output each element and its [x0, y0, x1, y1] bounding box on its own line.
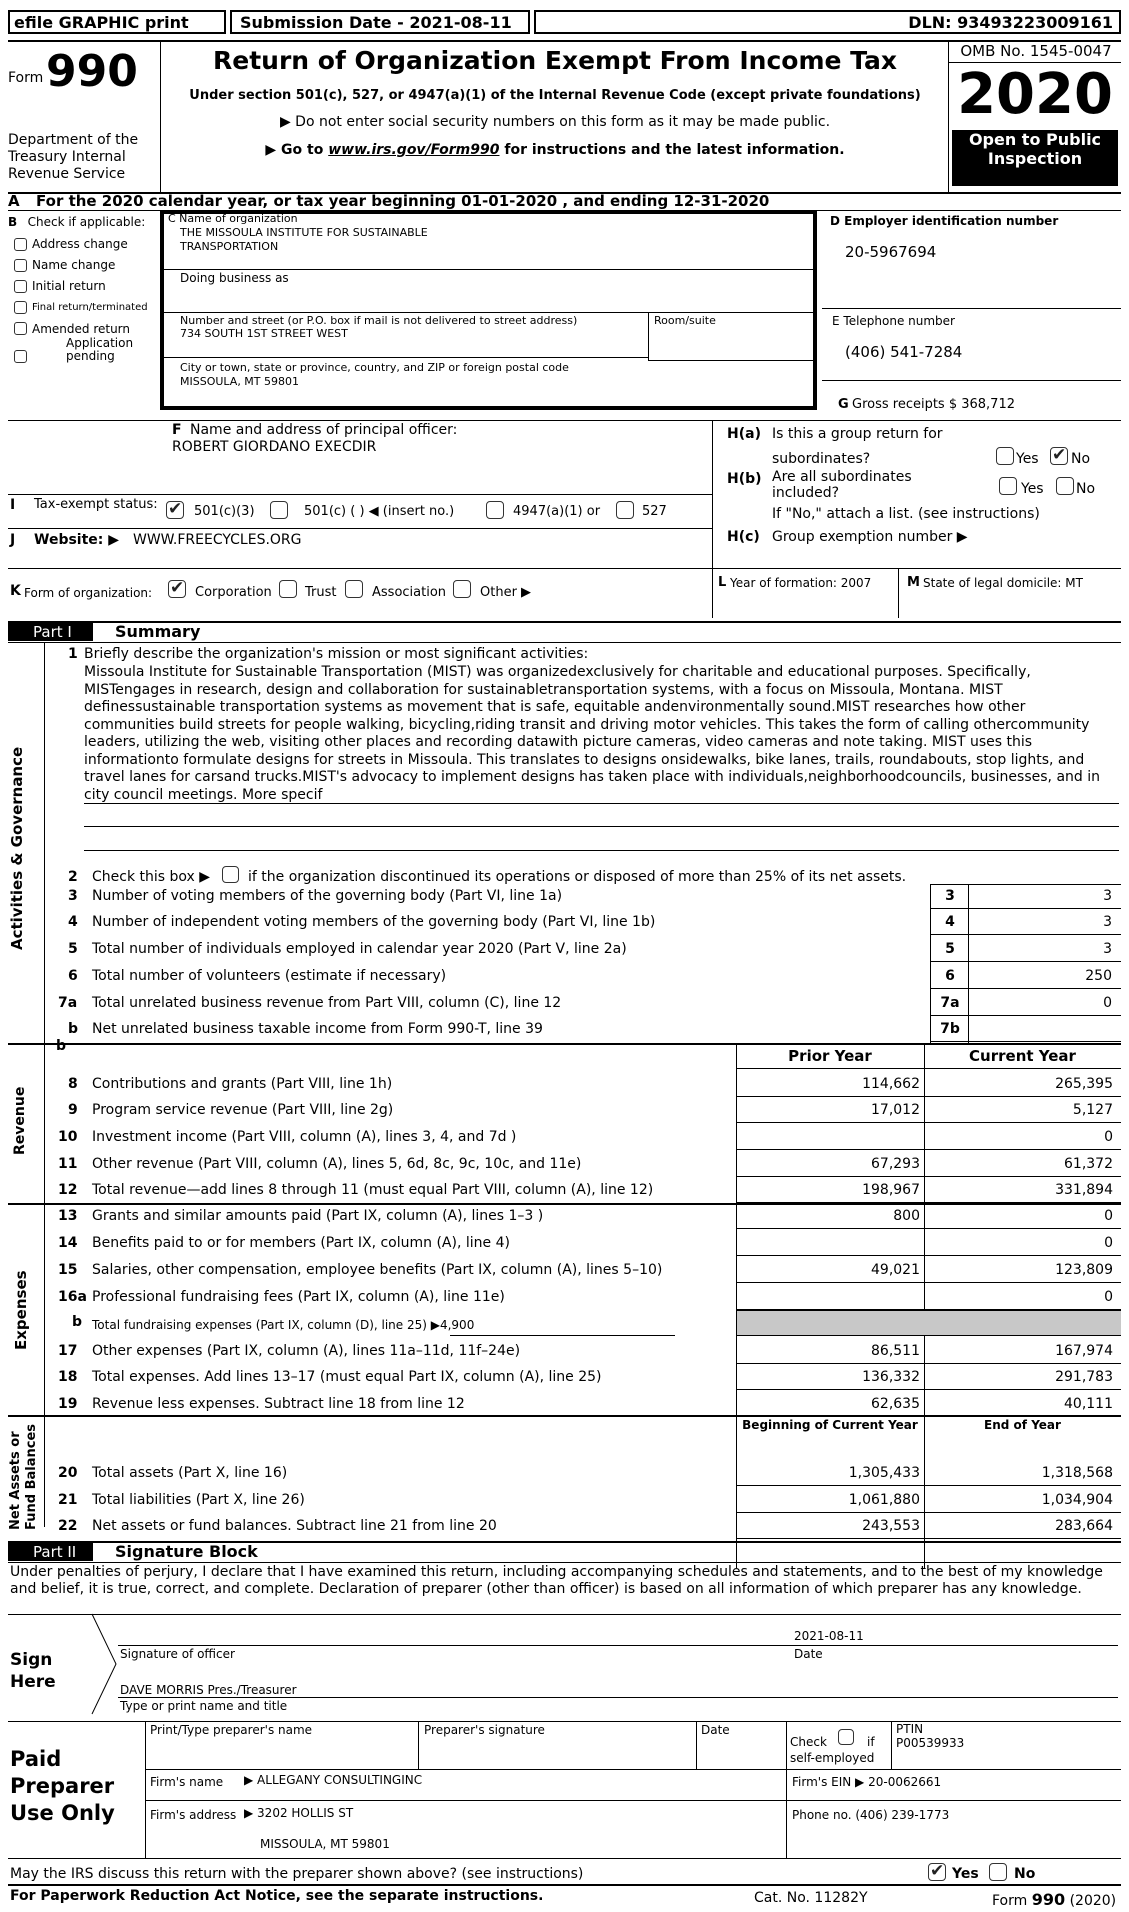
tax-year: 2020	[957, 62, 1113, 127]
paid-word: Paid	[10, 1747, 62, 1771]
paid-preparer-label	[10, 1746, 115, 1827]
gov-line-num: 4	[68, 914, 78, 930]
trust-label: Trust	[305, 585, 337, 600]
net-asset-line-text: Total liabilities (Part X, line 26)	[92, 1492, 305, 1508]
ha-text1: Is this a group return for	[772, 426, 943, 442]
expense-line-current: 123,809	[1055, 1262, 1113, 1278]
association-label: Association	[372, 585, 447, 600]
revenue-line-rule	[736, 1122, 1121, 1123]
org-name-label: C Name of organization	[168, 212, 298, 225]
street-value: 734 SOUTH 1ST STREET WEST	[180, 327, 348, 340]
ein-value: 20-5967694	[845, 243, 937, 261]
revenue-line-num: 8	[68, 1076, 78, 1092]
here-label: Here	[10, 1672, 56, 1692]
net-asset-line-prior: 1,061,880	[848, 1492, 920, 1508]
side-net-assets	[8, 1424, 40, 1530]
j-label: J	[10, 532, 16, 548]
gov-line-num: 3	[68, 888, 78, 904]
expense-line-text: Benefits paid to or for members (Part IX, column (A), line 4)	[92, 1235, 510, 1251]
preparer-phone: Phone no. (406) 239-1773	[792, 1808, 950, 1822]
room-suite-label: Room/suite	[654, 314, 716, 327]
sign-label: Sign	[10, 1650, 53, 1670]
ha-no-label: No	[1071, 451, 1091, 467]
officer-letter: F	[172, 422, 182, 438]
ha-text2: subordinates?	[772, 451, 871, 467]
efile-label: efile GRAPHIC print	[8, 10, 226, 34]
city-value: MISSOULA, MT 59801	[180, 375, 300, 388]
gov-line-num: 6	[68, 968, 78, 984]
city-label: City or town, state or province, country, and ZIP or foreign postal code	[180, 361, 569, 374]
revenue-line-current: 61,372	[1064, 1156, 1113, 1172]
gov-line-box: 6	[945, 968, 955, 984]
officer-name: ROBERT GIORDANO EXECDIR	[172, 439, 377, 455]
ptin-value: P00539933	[896, 1736, 965, 1750]
notice-post: for instructions and the latest information.	[499, 142, 845, 158]
discuss-yes-label: Yes	[952, 1866, 979, 1882]
officer-printed-name: DAVE MORRIS Pres./Treasurer	[120, 1683, 297, 1697]
revenue-line-current: 5,127	[1072, 1102, 1113, 1118]
line1-num: 1	[68, 646, 78, 662]
side-activities-governance: Activities & Governance	[8, 746, 26, 950]
signature-date: 2021-08-11	[794, 1629, 864, 1643]
final-return-checkbox[interactable]	[14, 301, 27, 314]
revenue-line-text: Investment income (Part VIII, column (A), lines 3, 4, and 7d )	[92, 1129, 517, 1145]
gov-line-rule	[930, 908, 1121, 909]
expense-line-text: Salaries, other compensation, employee benefits (Part IX, column (A), lines 5–10)	[92, 1262, 663, 1278]
net-asset-line-current: 1,034,904	[1041, 1492, 1113, 1508]
discontinued-checkbox[interactable]	[222, 866, 239, 883]
revenue-line-prior: 114,662	[862, 1076, 920, 1092]
expense-line-prior: 136,332	[862, 1369, 920, 1385]
preparer-word: Preparer	[10, 1774, 115, 1798]
expense-line-text: Professional fundraising fees (Part IX, column (A), line 11e)	[92, 1289, 505, 1305]
expense-line-prior: 86,511	[871, 1343, 920, 1359]
hb-text2: included?	[772, 485, 840, 501]
website-label: Website: ▶	[34, 532, 120, 548]
i-label: I	[10, 497, 16, 513]
gov-line-text: Number of independent voting members of the governing body (Part VI, line 1b)	[92, 914, 656, 930]
net-asset-line-num: 21	[58, 1492, 78, 1508]
revenue-line-num: 9	[68, 1102, 78, 1118]
part1-title: Summary	[115, 622, 201, 641]
gov-line-box: 7b	[940, 1021, 960, 1037]
revenue-line-rule	[736, 1096, 1121, 1097]
expense-line-text: Grants and similar amounts paid (Part IX, column (A), lines 1–3 )	[92, 1208, 544, 1224]
irs-form-link[interactable]: www.irs.gov/Form990	[328, 142, 500, 158]
hc-text: Group exemption number ▶	[772, 529, 968, 545]
use-only-word: Use Only	[10, 1801, 115, 1825]
prep-date-label: Date	[701, 1723, 730, 1737]
footer-form-label	[992, 1890, 1116, 1909]
gov-line-rule	[930, 988, 1121, 989]
footer-form-number: 990	[1031, 1890, 1066, 1909]
corporation-label: Corporation	[195, 585, 272, 600]
revenue-line-prior: 67,293	[871, 1156, 920, 1172]
gov-line-text: Number of voting members of the governing body (Part VI, line 1a)	[92, 888, 563, 904]
expense-line-num: 17	[58, 1343, 78, 1359]
gov-line-value: 3	[1103, 941, 1112, 957]
gov-line-value: 250	[1085, 968, 1112, 984]
revenue-line-prior: 17,012	[871, 1102, 920, 1118]
footer-form-word: Form	[992, 1893, 1028, 1909]
col-prior-year: Prior Year	[788, 1047, 872, 1065]
501c3-checkbox[interactable]	[166, 501, 184, 519]
net-asset-line-rule	[736, 1538, 1121, 1539]
expense-line-rule	[736, 1282, 1121, 1283]
ptin-label: PTIN	[896, 1722, 924, 1736]
initial-return-checkbox[interactable]	[14, 280, 27, 293]
527-checkbox[interactable]	[616, 501, 634, 519]
hb-no-checkbox[interactable]	[1056, 477, 1074, 495]
form-title: Return of Organization Exempt From Income Tax	[213, 46, 897, 75]
part2-title: Signature Block	[115, 1542, 258, 1561]
expense-line-num: 14	[58, 1235, 78, 1251]
paperwork-notice: For Paperwork Reduction Act Notice, see the separate instructions.	[10, 1888, 544, 1904]
gov-line-box: 7a	[940, 995, 960, 1011]
part2-tag: Part II	[8, 1543, 93, 1561]
amended-return-checkbox[interactable]	[14, 322, 27, 335]
other-label: Other ▶	[480, 585, 532, 600]
line7b-letter: b	[56, 1038, 67, 1054]
gov-line-text: Total unrelated business revenue from Part VIII, column (C), line 12	[92, 995, 562, 1011]
address-change-checkbox[interactable]	[14, 238, 27, 251]
gov-line-num: b	[68, 1021, 79, 1037]
part1-tag: Part I	[8, 623, 93, 641]
form-word: Form	[8, 70, 44, 86]
firm-address-line1: ▶ 3202 HOLLIS ST	[244, 1806, 354, 1820]
irs-link-notice	[165, 142, 945, 158]
revenue-line-rule	[736, 1176, 1121, 1177]
dln: DLN: 93493223009161	[534, 10, 1121, 34]
501c-checkbox[interactable]	[270, 501, 288, 519]
signature-date-label: Date	[794, 1647, 823, 1661]
street-label: Number and street (or P.O. box if mail is not delivered to street address)	[180, 314, 578, 327]
submission-date: Submission Date - 2021-08-11	[230, 10, 530, 34]
501c-label: 501(c) ( ) ◀ (insert no.)	[304, 504, 455, 519]
line2-text-b: if the organization discontinued its operations or disposed of more than 25% of its net assets.	[248, 869, 907, 885]
net-asset-line-rule	[736, 1512, 1121, 1513]
gov-line-num: 7a	[58, 995, 78, 1011]
org-name-line1: THE MISSOULA INSTITUTE FOR SUSTAINABLE	[180, 226, 428, 239]
expense-line-current: 40,111	[1064, 1396, 1113, 1412]
revenue-line-current: 265,395	[1055, 1076, 1113, 1092]
amended-return-label: Amended return	[32, 322, 131, 336]
expense-line-text: Total expenses. Add lines 13–17 (must equal Part IX, column (A), line 25)	[92, 1369, 602, 1385]
form-of-org-label: Form of organization:	[24, 586, 153, 600]
net-asset-line-current: 283,664	[1055, 1518, 1113, 1534]
type-name-label: Type or print name and title	[120, 1699, 288, 1713]
line16b-num: b	[72, 1314, 83, 1330]
col-current-year: Current Year	[969, 1047, 1076, 1065]
gov-line-value: 3	[1103, 914, 1112, 930]
ein-label: D Employer identification number	[830, 214, 1059, 228]
gov-line-text: Total number of individuals employed in calendar year 2020 (Part V, line 2a)	[92, 941, 627, 957]
line1-text: Briefly describe the organization's mission or most significant activities:	[84, 646, 589, 662]
expense-line-prior: 800	[893, 1208, 920, 1224]
line-a-letter: A	[8, 192, 20, 210]
gov-line-rule	[930, 1015, 1121, 1016]
line2-text-a: Check this box ▶	[92, 869, 211, 885]
hb-text1: Are all subordinates	[772, 469, 912, 485]
firm-ein: Firm's EIN ▶ 20-0062661	[792, 1775, 942, 1789]
gov-top-rule	[930, 884, 1121, 885]
revenue-line-current: 0	[1104, 1129, 1113, 1145]
col-end-year: End of Year	[984, 1418, 1061, 1432]
perjury-statement: Under penalties of perjury, I declare that I have examined this return, including accompanying schedules and statements, and to the best of my knowledge and belief, it is true, correct, and complete. Declaration of preparer (other than officer) is based on all information of which preparer has any knowledge.	[10, 1564, 1103, 1597]
gov-line-value: 0	[1103, 995, 1112, 1011]
527-label: 527	[642, 504, 667, 519]
year-of-formation: Year of formation: 2007	[730, 576, 872, 590]
revenue-line-num: 11	[58, 1156, 78, 1172]
expense-line-num: 16a	[58, 1289, 87, 1305]
gov-line-box: 4	[945, 914, 955, 930]
expense-line-prior: 62,635	[871, 1396, 920, 1412]
gov-box-divider	[968, 884, 969, 1043]
revenue-line-text: Program service revenue (Part VIII, line 2g)	[92, 1102, 394, 1118]
m-label: M	[907, 575, 920, 590]
top-bar	[8, 10, 1121, 36]
notice-pre: ▶ Go to	[265, 142, 329, 158]
department-label: Department of the Treasury Internal Revenue Service	[8, 132, 139, 182]
initial-return-label: Initial return	[32, 279, 106, 293]
net-asset-line-prior: 1,305,433	[848, 1465, 920, 1481]
section-b-label: B	[8, 215, 18, 229]
firm-name-label: Firm's name	[150, 1775, 224, 1789]
expense-line-current: 0	[1104, 1208, 1113, 1224]
check-word: Check	[790, 1735, 827, 1749]
gov-line-box: 3	[945, 888, 955, 904]
gov-line-rule	[930, 1041, 1121, 1042]
firm-address-label: Firm's address	[150, 1808, 237, 1822]
expense-line-current: 167,974	[1055, 1343, 1113, 1359]
discuss-yes-checkbox[interactable]	[928, 1863, 946, 1881]
address-change-label: Address change	[32, 237, 128, 251]
revenue-line-text: Contributions and grants (Part VIII, line 1h)	[92, 1076, 393, 1092]
4947-label: 4947(a)(1) or	[513, 504, 601, 519]
gov-line-text: Net unrelated business taxable income from Form 990-T, line 39	[92, 1021, 543, 1037]
revenue-line-num: 12	[58, 1182, 78, 1198]
revenue-line-rule	[736, 1149, 1121, 1150]
ha-yes-label: Yes	[1016, 451, 1039, 467]
line2-num: 2	[68, 869, 78, 885]
expense-line-rule	[736, 1228, 1121, 1229]
hb-no-label: No	[1076, 481, 1096, 497]
footer-form-year: (2020)	[1069, 1893, 1117, 1909]
ssn-notice: ▶ Do not enter social security numbers on this form as it may be made public.	[279, 114, 831, 130]
net-asset-line-prior: 243,553	[862, 1518, 920, 1534]
association-checkbox[interactable]	[345, 580, 363, 598]
line16b-shaded	[737, 1310, 1121, 1335]
line16b-text: Total fundraising expenses (Part IX, column (D), line 25) ▶4,900	[92, 1318, 475, 1332]
k-label: K	[10, 583, 21, 599]
tax-year-period: For the 2020 calendar year, or tax year beginning 01-01-2020 , and ending 12-31-2020	[36, 192, 770, 210]
expense-line-num: 18	[58, 1369, 78, 1385]
hb-note: If "No," attach a list. (see instructions)	[772, 506, 1040, 522]
expense-line-current: 291,783	[1055, 1369, 1113, 1385]
net-asset-line-rule	[736, 1485, 1121, 1486]
check-applicable-title: Check if applicable:	[27, 215, 146, 229]
gross-receipts-letter: G	[838, 397, 849, 412]
mission-statement: Missoula Institute for Sustainable Transportation (MIST) was organizedexclusively for charitable and educational purposes. Specifically, MISTengages in research, design and collaboration for sustainabletransportation systems, with a focus on Missoula, Montana. MIST definessustainable transportation systems as movement that is safe, equitable andenvironmentally sound.MIST researches how other communities build streets for people walking, bicycling,riding transit and driving motor vehicles. This takes the form of calling othercommunity leaders, utilizing the web, visiting other places and recording datawith picture cameras, video cameras and note taking. MIST uses this informationto formulate designs for streets in Missoula. This translates to designs onsidewalks, bike lanes, trails, roundabouts, stop lights, and travel lanes for carsand trucks.MIST's advocacy to implement designs has taken place with individuals,neighborhoodcouncils, businesses, and in city council meetings. More specif	[84, 664, 1100, 803]
form-number: 990	[46, 46, 138, 97]
net-asset-line-current: 1,318,568	[1041, 1465, 1113, 1481]
expense-line-current: 0	[1104, 1289, 1113, 1305]
side-net-2: Fund Balances	[24, 1424, 39, 1530]
revenue-line-text: Total revenue—add lines 8 through 11 (must equal Part VIII, column (A), line 12)	[92, 1182, 654, 1198]
net-asset-line-text: Net assets or fund balances. Subtract line 21 from line 20	[92, 1518, 497, 1534]
hb-yes-label: Yes	[1021, 481, 1044, 497]
gov-line-value: 3	[1103, 888, 1112, 904]
revenue-line-current: 331,894	[1055, 1182, 1113, 1198]
tax-exempt-label: Tax-exempt status:	[34, 497, 158, 512]
revenue-line-num: 10	[58, 1129, 78, 1145]
firm-address-line2: MISSOULA, MT 59801	[260, 1837, 390, 1851]
form-subtitle: Under section 501(c), 527, or 4947(a)(1) of the Internal Revenue Code (except private foundations)	[189, 88, 921, 103]
gov-line-rule	[930, 934, 1121, 935]
col-begin-year: Beginning of Current Year	[742, 1418, 918, 1432]
expense-line-prior: 49,021	[871, 1262, 920, 1278]
side-net-1: Net Assets or	[8, 1431, 23, 1530]
gov-box-divider-left	[930, 884, 931, 1043]
expense-line-rule	[736, 1255, 1121, 1256]
self-employed-checkbox[interactable]	[838, 1729, 854, 1745]
check-applicable-section	[8, 214, 158, 230]
sign-here-arrow	[90, 1612, 120, 1716]
discuss-no-label: No	[1014, 1866, 1036, 1882]
final-return-label: Final return/terminated	[32, 302, 148, 313]
net-asset-line-text: Total assets (Part X, line 16)	[92, 1465, 288, 1481]
expense-line-text: Revenue less expenses. Subtract line 18 from line 12	[92, 1396, 465, 1412]
if-word: if	[867, 1735, 875, 1749]
gov-line-num: 5	[68, 941, 78, 957]
expense-line-text: Other expenses (Part IX, column (A), lines 11a–11d, 11f–24e)	[92, 1343, 521, 1359]
signature-officer-label: Signature of officer	[120, 1647, 235, 1661]
catalog-number: Cat. No. 11282Y	[754, 1890, 868, 1906]
net-asset-line-num: 22	[58, 1518, 78, 1534]
gov-line-text: Total number of volunteers (estimate if necessary)	[92, 968, 447, 984]
name-change-checkbox[interactable]	[14, 259, 27, 272]
prep-name-label: Print/Type preparer's name	[150, 1723, 313, 1737]
org-name-line2: TRANSPORTATION	[180, 240, 279, 253]
gov-line-box: 5	[945, 941, 955, 957]
side-revenue: Revenue	[12, 1086, 28, 1155]
hc-label: H(c)	[727, 529, 760, 545]
discuss-no-checkbox[interactable]	[989, 1863, 1007, 1881]
gov-line-rule	[930, 961, 1121, 962]
trust-checkbox[interactable]	[279, 580, 297, 598]
name-change-label: Name change	[32, 258, 116, 272]
expense-line-num: 19	[58, 1396, 78, 1412]
state-domicile: State of legal domicile: MT	[923, 576, 1083, 590]
revenue-line-prior: 198,967	[862, 1182, 920, 1198]
expense-line-current: 0	[1104, 1235, 1113, 1251]
form-number-block	[8, 42, 158, 192]
phone-label: E Telephone number	[832, 314, 955, 328]
expense-line-rule	[736, 1389, 1121, 1390]
omb-number: OMB No. 1545-0047	[960, 42, 1112, 60]
expense-line-rule	[736, 1363, 1121, 1364]
expense-line-num: 13	[58, 1208, 78, 1224]
website-value[interactable]: WWW.FREECYCLES.ORG	[133, 532, 302, 548]
net-asset-line-num: 20	[58, 1465, 78, 1481]
prep-sig-label: Preparer's signature	[424, 1723, 545, 1737]
l-label: L	[718, 575, 727, 590]
revenue-line-text: Other revenue (Part VIII, column (A), lines 5, 6d, 8c, 9c, 10c, and 11e)	[92, 1156, 582, 1172]
self-employed-label: self-employed	[790, 1751, 875, 1765]
hb-label: H(b)	[727, 471, 762, 487]
officer-label: Name and address of principal officer:	[190, 422, 458, 438]
open-to-public-badge: Open to Public Inspection	[952, 130, 1118, 186]
gross-receipts: Gross receipts $ 368,712	[852, 397, 1015, 412]
501c3-label: 501(c)(3)	[194, 504, 255, 519]
other-checkbox[interactable]	[453, 580, 471, 598]
4947-checkbox[interactable]	[486, 501, 504, 519]
expense-line-num: 15	[58, 1262, 78, 1278]
side-expenses: Expenses	[12, 1270, 30, 1350]
ha-no-checkbox[interactable]	[1050, 447, 1068, 465]
ha-yes-checkbox[interactable]	[996, 447, 1014, 465]
dba-label: Doing business as	[180, 271, 289, 285]
firm-name: ▶ ALLEGANY CONSULTINGINC	[244, 1773, 423, 1787]
ha-label: H(a)	[727, 426, 761, 442]
corporation-checkbox[interactable]	[168, 580, 186, 598]
phone-value: (406) 541-7284	[845, 343, 963, 361]
irs-discuss-question: May the IRS discuss this return with the preparer shown above? (see instructions)	[10, 1866, 584, 1882]
application-pending-label: Application pending	[66, 336, 134, 363]
hb-yes-checkbox[interactable]	[999, 477, 1017, 495]
